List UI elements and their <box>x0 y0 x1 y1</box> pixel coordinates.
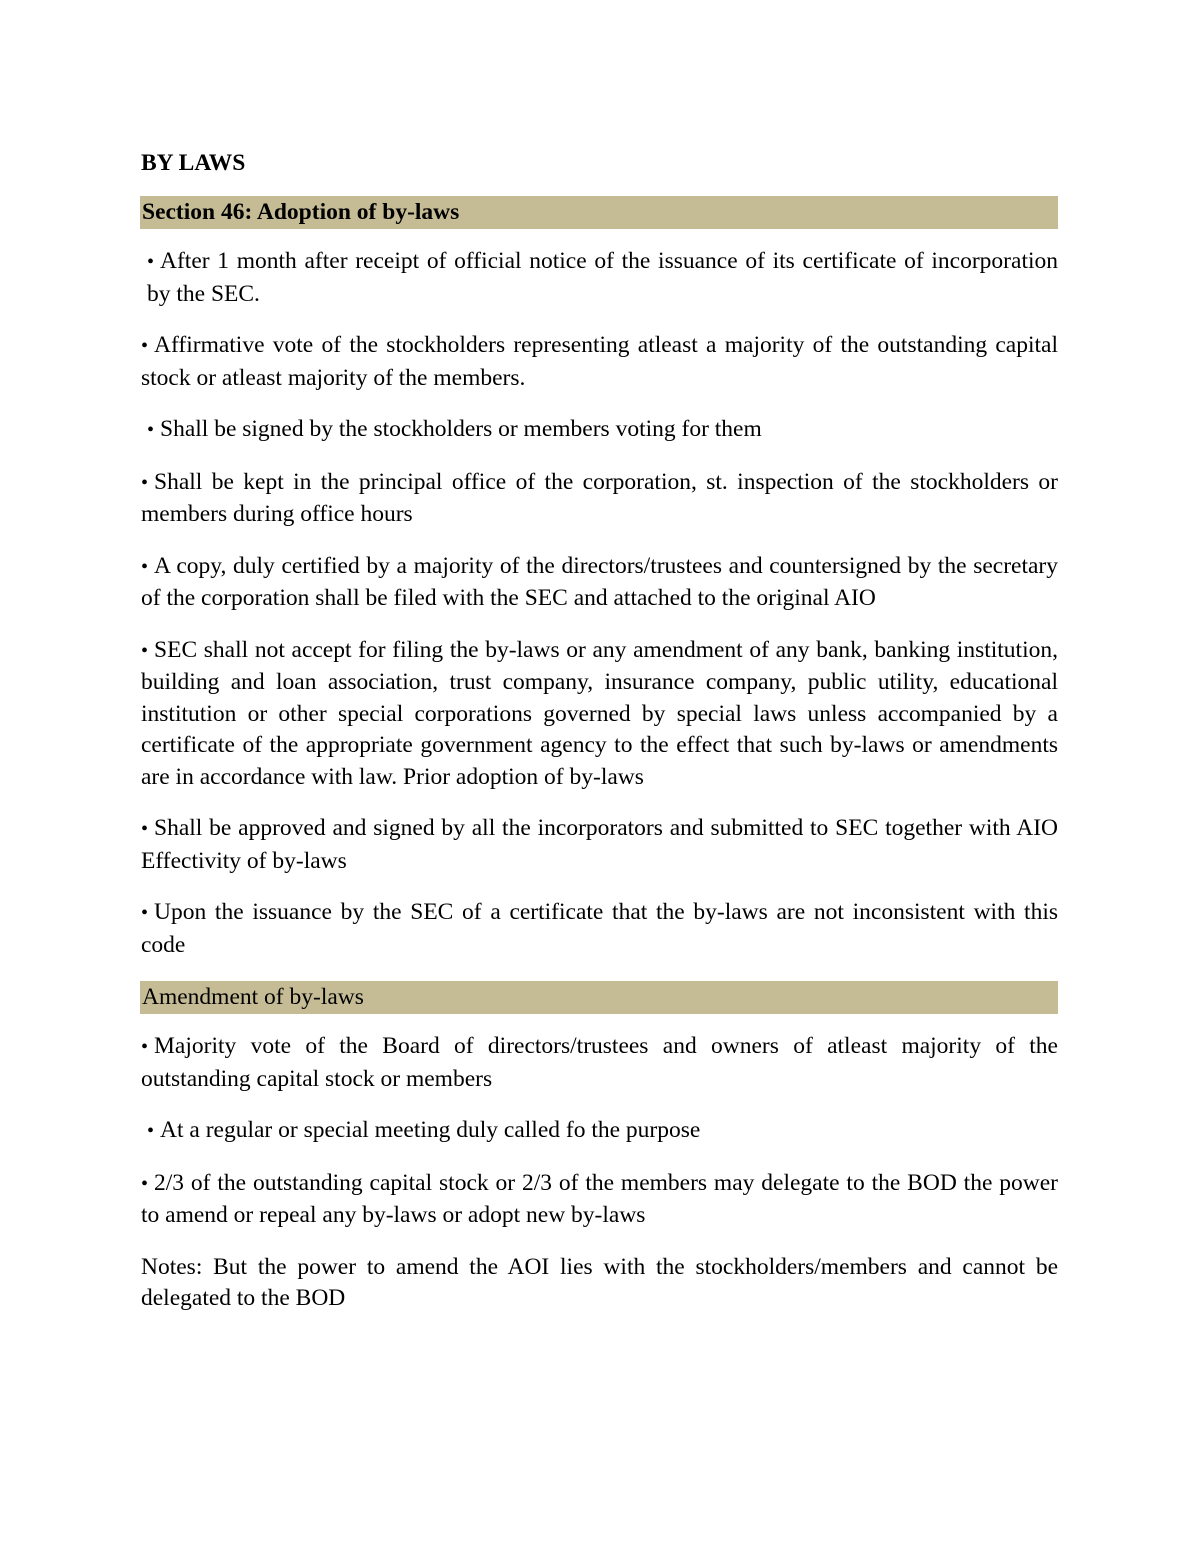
bullet-icon: • <box>141 471 149 494</box>
list-item: • A copy, duly certified by a majority of the directors/trustees and countersigned by the secretary of the corporation shall be filed with the SEC and attached to the original AIO <box>141 552 1058 611</box>
bullet-icon: • <box>141 1172 149 1195</box>
bullet-icon: • <box>141 818 149 840</box>
document-title: BY LAWS <box>141 150 246 176</box>
bullet-icon: • <box>141 335 149 357</box>
section-heading-amendment: Amendment of by-laws <box>140 981 1058 1014</box>
list-item: • Shall be approved and signed by all the incorporators and submitted to SEC together with AIO Effectivity of by-laws <box>141 815 1058 874</box>
bullet-icon: • <box>141 555 149 578</box>
list-item: • Affirmative vote of the stockholders representing atleast a majority of the outstanding capital stock or atleast majority of the members. <box>141 332 1058 391</box>
bullet-icon: • <box>147 251 155 273</box>
list-item: • Upon the issuance by the SEC of a certificate that the by-laws are not inconsistent with this code <box>141 899 1058 958</box>
bullet-icon: • <box>141 1036 149 1058</box>
section-heading-adoption: Section 46: Adoption of by-laws <box>140 196 1058 229</box>
notes-paragraph: Notes: But the power to amend the AOI lies with the stockholders/members and cannot be delegated to the BOD <box>141 1253 1058 1311</box>
list-item: • Majority vote of the Board of directors/trustees and owners of atleast majority of the outstanding capital stock or members <box>141 1033 1058 1092</box>
bullet-icon: • <box>141 639 149 662</box>
list-item: • SEC shall not accept for filing the by-laws or any amendment of any bank, banking institution, building and loan association, trust company, insurance company, public utility, educational institution or other special corporations governed by special laws unless accompanied by a certificate of the appropriate government agency to the effect that such by-laws or amendments are in accordance with law. Prior adoption of by-laws <box>141 636 1058 790</box>
list-item: • After 1 month after receipt of official notice of the issuance of its certificate of incorporation by the SEC. <box>147 248 1058 307</box>
bullet-icon: • <box>147 419 155 441</box>
bullet-icon: • <box>147 1120 155 1142</box>
list-item: • 2/3 of the outstanding capital stock or 2/3 of the members may delegate to the BOD the power to amend or repeal any by-laws or adopt new by-laws <box>141 1169 1058 1228</box>
document-page <box>141 148 1058 1335</box>
bullet-icon: • <box>141 902 149 924</box>
list-item: • Shall be signed by the stockholders or members voting for them <box>147 416 762 442</box>
list-item: • At a regular or special meeting duly called fo the purpose <box>147 1117 701 1143</box>
list-item: • Shall be kept in the principal office of the corporation, st. inspection of the stockholders or members during office hours <box>141 468 1058 527</box>
